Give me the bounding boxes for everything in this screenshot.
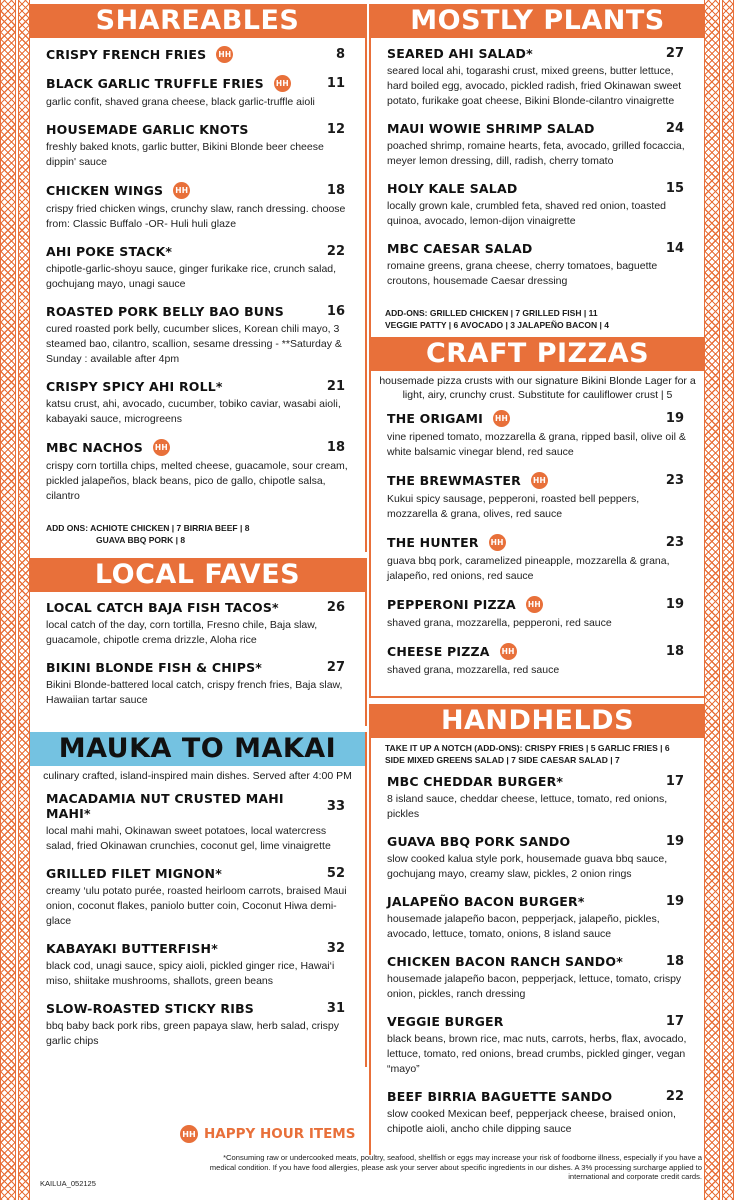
menu-item-price: 8	[335, 47, 345, 62]
menu-item-description: chipotle-garlic-shoyu sauce, ginger furikake rice, crunch salad, gochujang mayo, unagi sauce	[46, 263, 337, 290]
left-column	[30, 4, 367, 1073]
menu-item	[387, 894, 692, 942]
item-list	[30, 38, 365, 522]
menu-item-price: 19	[665, 894, 684, 909]
menu-item-name	[387, 1014, 504, 1029]
menu-item-header	[46, 244, 353, 259]
menu-item-price: 19	[665, 834, 684, 849]
item-list	[371, 402, 704, 696]
menu-item-header	[387, 472, 692, 489]
menu-item-header	[46, 1001, 353, 1016]
addons-line: GUAVA BBQ PORK | 8	[96, 535, 186, 545]
menu-item-name	[387, 954, 623, 969]
menu-item-price: 19	[665, 597, 684, 612]
menu-item-name-text: CHEESE PIZZA	[387, 644, 490, 659]
menu-item-header	[387, 643, 692, 660]
menu-item-name	[387, 181, 517, 196]
menu-item-description: shaved grana, mozzarella, red sauce	[387, 664, 560, 676]
right-column	[369, 4, 704, 1161]
menu-item-name-text: AHI POKE STACK*	[46, 244, 173, 259]
section-handhelds	[369, 704, 704, 1155]
menu-item	[46, 46, 353, 63]
menu-item-name	[387, 774, 563, 789]
menu-item	[387, 954, 692, 1002]
section-title: SHAREABLES	[30, 4, 365, 38]
decorative-border-right	[704, 0, 734, 1200]
section-local-faves	[30, 558, 367, 726]
menu-item-name-text: VEGGIE BURGER	[387, 1014, 504, 1029]
menu-item-name-text: THE ORIGAMI	[387, 411, 484, 426]
menu-item-name	[46, 866, 222, 881]
addons-line: VEGGIE PATTY | 6 AVOCADO | 3 JALAPEÑO BACON | 4	[385, 320, 609, 330]
menu-item-name-text: MBC CHEDDAR BURGER*	[387, 774, 564, 789]
addons	[371, 738, 704, 766]
menu-item-price: 27	[326, 660, 345, 675]
menu-item-name	[46, 304, 284, 319]
menu-item-header	[387, 954, 692, 969]
menu-item-name	[387, 834, 570, 849]
menu-item-name-text: CHICKEN BACON RANCH SANDO*	[387, 954, 623, 969]
happy-hour-icon: HH	[274, 75, 291, 92]
menu-item	[387, 121, 692, 169]
happy-hour-icon: HH	[216, 46, 233, 63]
menu-item-price: 23	[665, 535, 684, 550]
happy-hour-icon: HH	[180, 1125, 198, 1143]
menu-item-name-text: KABAYAKI BUTTERFISH*	[46, 941, 218, 956]
menu-item-header	[387, 121, 692, 136]
menu-item-price: 21	[326, 379, 345, 394]
menu-item-header	[387, 774, 692, 789]
menu-item-name	[46, 244, 172, 259]
menu-item-price: 15	[665, 181, 684, 196]
menu-item-price: 22	[326, 244, 345, 259]
menu-item-header	[46, 660, 353, 675]
menu-item-name	[46, 791, 327, 821]
menu-item	[46, 941, 353, 989]
menu-item	[387, 596, 692, 631]
menu-item-header	[46, 791, 353, 821]
menu-item-header	[46, 941, 353, 956]
menu-item	[387, 46, 692, 109]
menu-item-header	[387, 181, 692, 196]
menu-item-header	[46, 439, 353, 456]
menu-item-header	[46, 46, 353, 63]
menu-item	[387, 534, 692, 584]
menu-item-header	[387, 1089, 692, 1104]
addons-line: SIDE MIXED GREENS SALAD | 7 SIDE CAESAR SALAD | 7	[385, 755, 620, 765]
menu-item-name	[46, 941, 218, 956]
menu-item-price: 27	[665, 46, 684, 61]
menu-item-price: 14	[665, 241, 684, 256]
item-list	[30, 783, 365, 1067]
menu-item-name-text: HOLY KALE SALAD	[387, 181, 518, 196]
menu-item-name	[46, 379, 223, 394]
menu-item-price: 23	[665, 473, 684, 488]
menu-item	[387, 181, 692, 229]
menu-item-name-text: BIKINI BLONDE FISH & CHIPS*	[46, 660, 263, 675]
menu-item-name-text: MACADAMIA NUT CRUSTED MAHI MAHI*	[46, 791, 284, 821]
menu-item-price: 17	[665, 1014, 684, 1029]
menu-item-description: housemade jalapeño bacon, pepperjack, lettuce, tomato, crispy onion, pickles, ranch dressing	[387, 973, 682, 1000]
menu-item-description: slow cooked kalua style pork, housemade guava bbq sauce, gochujang mayo, creamy slaw, pickles, 2 onion rings	[387, 853, 668, 880]
menu-item	[387, 774, 692, 822]
menu-item-name	[387, 643, 517, 660]
menu-item-header	[46, 182, 353, 199]
menu-item-price: 22	[665, 1089, 684, 1104]
menu-item-name-text: PEPPERONI PIZZA	[387, 597, 516, 612]
menu-item	[46, 122, 353, 170]
menu-item	[46, 439, 353, 504]
menu-item	[46, 244, 353, 292]
happy-hour-legend	[180, 1125, 355, 1143]
menu-item	[387, 410, 692, 460]
menu-item-header	[46, 75, 353, 92]
addons	[371, 307, 704, 337]
menu-item	[387, 1089, 692, 1137]
addons	[30, 522, 365, 552]
menu-item-header	[387, 534, 692, 551]
menu-item-name	[46, 1001, 254, 1016]
menu-item	[46, 182, 353, 232]
menu-item	[387, 472, 692, 522]
menu-item-name-text: SEARED AHI SALAD*	[387, 46, 533, 61]
addons-line: ADD-ONS: GRILLED CHICKEN | 7 GRILLED FISH | 11	[385, 308, 598, 318]
menu-item-price: 17	[665, 774, 684, 789]
section-shareables	[30, 4, 367, 552]
menu-item	[46, 600, 353, 648]
menu-item-header	[46, 866, 353, 881]
menu-item-name	[387, 596, 543, 613]
section-title: LOCAL FAVES	[30, 558, 365, 592]
menu-item-name-text: HOUSEMADE GARLIC KNOTS	[46, 122, 249, 137]
menu-item	[46, 75, 353, 110]
menu-item-price: 32	[326, 941, 345, 956]
menu-item-header	[387, 410, 692, 427]
menu-item	[46, 1001, 353, 1049]
menu-item-header	[46, 304, 353, 319]
menu-item-name	[46, 182, 190, 199]
happy-hour-icon: HH	[153, 439, 170, 456]
menu-item-name-text: MAUI WOWIE SHRIMP SALAD	[387, 121, 595, 136]
menu-item-description: local mahi mahi, Okinawan sweet potatoes, local watercress salad, fried Okinawan crunchies, coconut gel, lime vinaigrette	[46, 825, 331, 852]
item-list	[30, 592, 365, 726]
menu-item-name-text: BLACK GARLIC TRUFFLE FRIES	[46, 76, 264, 91]
menu-item-name-text: SLOW-ROASTED STICKY RIBS	[46, 1001, 254, 1016]
menu-item-header	[387, 834, 692, 849]
happy-hour-icon: HH	[526, 596, 543, 613]
item-list	[371, 766, 704, 1155]
happy-hour-icon: HH	[531, 472, 548, 489]
menu-item-name	[46, 75, 291, 92]
menu-item-header	[46, 600, 353, 615]
menu-item-description: poached shrimp, romaine hearts, feta, avocado, grilled focaccia, meyer lemon dressing, dill, radish, cherry tomato	[387, 140, 685, 167]
menu-item-price: 33	[326, 798, 345, 814]
menu-item	[46, 379, 353, 427]
menu-item-name	[46, 439, 170, 456]
menu-item-description: Kukui spicy sausage, pepperoni, roasted bell peppers, mozzarella & grana, olives, red sauce	[387, 493, 640, 520]
menu-item-description: guava bbq pork, caramelized pineapple, mozzarella & grana, jalapeño, red onions, red sauce	[387, 555, 670, 582]
section-title: CRAFT PIZZAS	[371, 337, 704, 371]
menu-item-name	[387, 472, 548, 489]
section-mostly-plants	[369, 4, 704, 337]
menu-item-description: crispy corn tortilla chips, melted cheese, guacamole, sour cream, pickled jalapeños, black beans, pico de gallo, chipotle salsa, cilantro	[46, 460, 348, 502]
menu-code: KAILUA_052125	[40, 1179, 96, 1188]
menu-item-description: housemade jalapeño bacon, pepperjack, jalapeño, pickles, avocado, lettuce, tomato, onions, 8 island sauce	[387, 913, 660, 940]
section-title: MOSTLY PLANTS	[371, 4, 704, 38]
menu-item-price: 16	[326, 304, 345, 319]
menu-item-price: 18	[326, 183, 345, 198]
menu-item-name-text: CHICKEN WINGS	[46, 183, 164, 198]
menu-item-header	[46, 379, 353, 394]
item-list	[371, 38, 704, 307]
section-title: HANDHELDS	[371, 704, 704, 738]
disclaimer: *Consuming raw or undercooked meats, poultry, seafood, shellfish or eggs may increase your risk of foodborne illness, especially if you have a medical condition. If you have food allergies, please ask your server about specific ingredients in our dishes. A 3% processing surcharge applied to international and corporate credit cards.	[209, 1153, 702, 1182]
menu-item-description: seared local ahi, togarashi crust, mixed greens, butter lettuce, hard boiled egg, avocado, pickled radish, fried Okinawan sweet potato, furikake goat cheese, Bikini Blonde-cilantro vinaigrette	[387, 65, 682, 107]
menu-item-name	[46, 46, 233, 63]
addons-line: ADD ONS: ACHIOTE CHICKEN | 7 BIRRIA BEEF | 8	[46, 523, 250, 533]
happy-hour-icon: HH	[493, 410, 510, 427]
menu-item-name-text: GUAVA BBQ PORK SANDO	[387, 834, 571, 849]
menu-item	[387, 241, 692, 289]
menu-item-name	[387, 410, 510, 427]
menu-item	[46, 866, 353, 929]
menu-item-description: local catch of the day, corn tortilla, Fresno chile, Baja slaw, guacamole, chipotle crema drizzle, Aloha rice	[46, 619, 318, 646]
menu-item-description: vine ripened tomato, mozzarella & grana, ripped basil, olive oil & white balsamic vinegar blend, red sauce	[387, 431, 686, 458]
menu-item-name	[387, 534, 506, 551]
menu-item-header	[387, 596, 692, 613]
section-title: MAUKA TO MAKAI	[30, 732, 365, 766]
menu-item-name-text: ROASTED PORK BELLY BAO BUNS	[46, 304, 285, 319]
section-note: culinary crafted, island-inspired main dishes. Served after 4:00 PM	[43, 770, 352, 782]
addons-line: TAKE IT UP A NOTCH (ADD-ONS): CRISPY FRIES | 5 GARLIC FRIES | 6	[385, 743, 670, 753]
happy-hour-icon: HH	[489, 534, 506, 551]
menu-item-description: black cod, unagi sauce, spicy aioli, pickled ginger rice, Hawai‘i miso, shiitake mushrooms, shallots, green beans	[46, 960, 335, 987]
menu-item-description: crispy fried chicken wings, crunchy slaw, ranch dressing. choose from: Classic Buffalo -OR- Huli huli glaze	[46, 203, 346, 230]
menu-item-header	[387, 894, 692, 909]
menu-item-price: 12	[326, 122, 345, 137]
menu-item-header	[387, 1014, 692, 1029]
menu-item-name-text: MBC CAESAR SALAD	[387, 241, 533, 256]
menu-item-name-text: GRILLED FILET MIGNON*	[46, 866, 222, 881]
menu-item-name	[387, 121, 595, 136]
menu-item-price: 11	[326, 76, 345, 91]
menu-item-description: 8 island sauce, cheddar cheese, lettuce, tomato, red onions, pickles	[387, 793, 668, 820]
menu-item-name-text: THE HUNTER	[387, 535, 479, 550]
menu-item-price: 26	[326, 600, 345, 615]
menu-item-name	[46, 660, 262, 675]
menu-item-price: 19	[665, 411, 684, 426]
menu-item-description: garlic confit, shaved grana cheese, black garlic-truffle aioli	[46, 96, 315, 108]
menu-item-name-text: JALAPEÑO BACON BURGER*	[387, 894, 585, 909]
menu-item-name	[387, 46, 533, 61]
menu-item-description: shaved grana, mozzarella, pepperoni, red sauce	[387, 617, 612, 629]
menu-item-header	[387, 241, 692, 256]
menu-item-name	[46, 122, 249, 137]
menu-item-description: katsu crust, ahi, avocado, cucumber, tobiko caviar, wasabi aioli, kabayaki sauce, microgreens	[46, 398, 341, 425]
menu-item-name	[387, 241, 532, 256]
menu-item	[46, 791, 353, 854]
section-note: housemade pizza crusts with our signature Bikini Blonde Lager for a light, airy, crunchy crust. Substitute for cauliflower crust | 5	[379, 375, 696, 401]
menu-item-name	[387, 894, 585, 909]
menu-item-name-text: LOCAL CATCH BAJA FISH TACOS*	[46, 600, 279, 615]
menu-item-name-text: THE BREWMASTER	[387, 473, 521, 488]
menu-item-price: 18	[326, 440, 345, 455]
happy-hour-label: HAPPY HOUR ITEMS	[204, 1126, 356, 1142]
menu-item-description: creamy ‘ulu potato purée, roasted heirloom carrots, braised Maui onion, coconut flakes, paniolo butter coin, Coconut Hiwa demi-glace	[46, 885, 347, 927]
menu-item-name	[387, 1089, 612, 1104]
happy-hour-icon: HH	[173, 182, 190, 199]
section-mauka-to-makai	[30, 732, 367, 1067]
menu-item-name-text: CRISPY FRENCH FRIES	[46, 47, 207, 62]
section-craft-pizzas	[369, 337, 704, 698]
menu-item	[46, 660, 353, 708]
menu-item-description: Bikini Blonde-battered local catch, crispy french fries, Baja slaw, Hawaiian tartar sauce	[46, 679, 343, 706]
menu-item-price: 24	[665, 121, 684, 136]
happy-hour-icon: HH	[500, 643, 517, 660]
menu-item-description: romaine greens, grana cheese, cherry tomatoes, baguette croutons, housemade Caesar dressing	[387, 260, 658, 287]
menu-item-description: bbq baby back pork ribs, green papaya slaw, herb salad, crispy garlic chips	[46, 1020, 340, 1047]
decorative-border-left	[0, 0, 30, 1200]
menu-item	[387, 643, 692, 678]
menu-item-price: 52	[326, 866, 345, 881]
menu-item	[46, 304, 353, 367]
menu-item-description: freshly baked knots, garlic butter, Bikini Blonde beer cheese dippin' sauce	[46, 141, 324, 168]
menu-item-price: 31	[326, 1001, 345, 1016]
menu-item-description: cured roasted pork belly, cucumber slices, Korean chili mayo, 3 steamed bao, cilantro, scallion, sesame dressing - **Saturday & Sunday : available after 4pm	[46, 323, 342, 365]
menu-item-header	[387, 46, 692, 61]
menu-item-name-text: MBC NACHOS	[46, 440, 143, 455]
menu-item-name-text: CRISPY SPICY AHI ROLL*	[46, 379, 223, 394]
menu-item-price: 18	[665, 644, 684, 659]
menu-item-name	[46, 600, 279, 615]
menu-item	[387, 1014, 692, 1077]
menu-item-description: black beans, brown rice, mac nuts, carrots, herbs, flax, avocado, lettuce, tomato, red onions, bread crumbs, pickled ginger, vegan “mayo”	[387, 1033, 687, 1075]
menu-item-name-text: BEEF BIRRIA BAGUETTE SANDO	[387, 1089, 613, 1104]
menu-item	[387, 834, 692, 882]
menu-item-price: 18	[665, 954, 684, 969]
menu-item-header	[46, 122, 353, 137]
menu-item-description: slow cooked Mexican beef, pepperjack cheese, braised onion, chipotle aioli, ancho chile dipping sauce	[387, 1108, 676, 1135]
menu-item-description: locally grown kale, crumbled feta, shaved red onion, toasted quinoa, avocado, lemon-dijon vinaigrette	[387, 200, 666, 227]
